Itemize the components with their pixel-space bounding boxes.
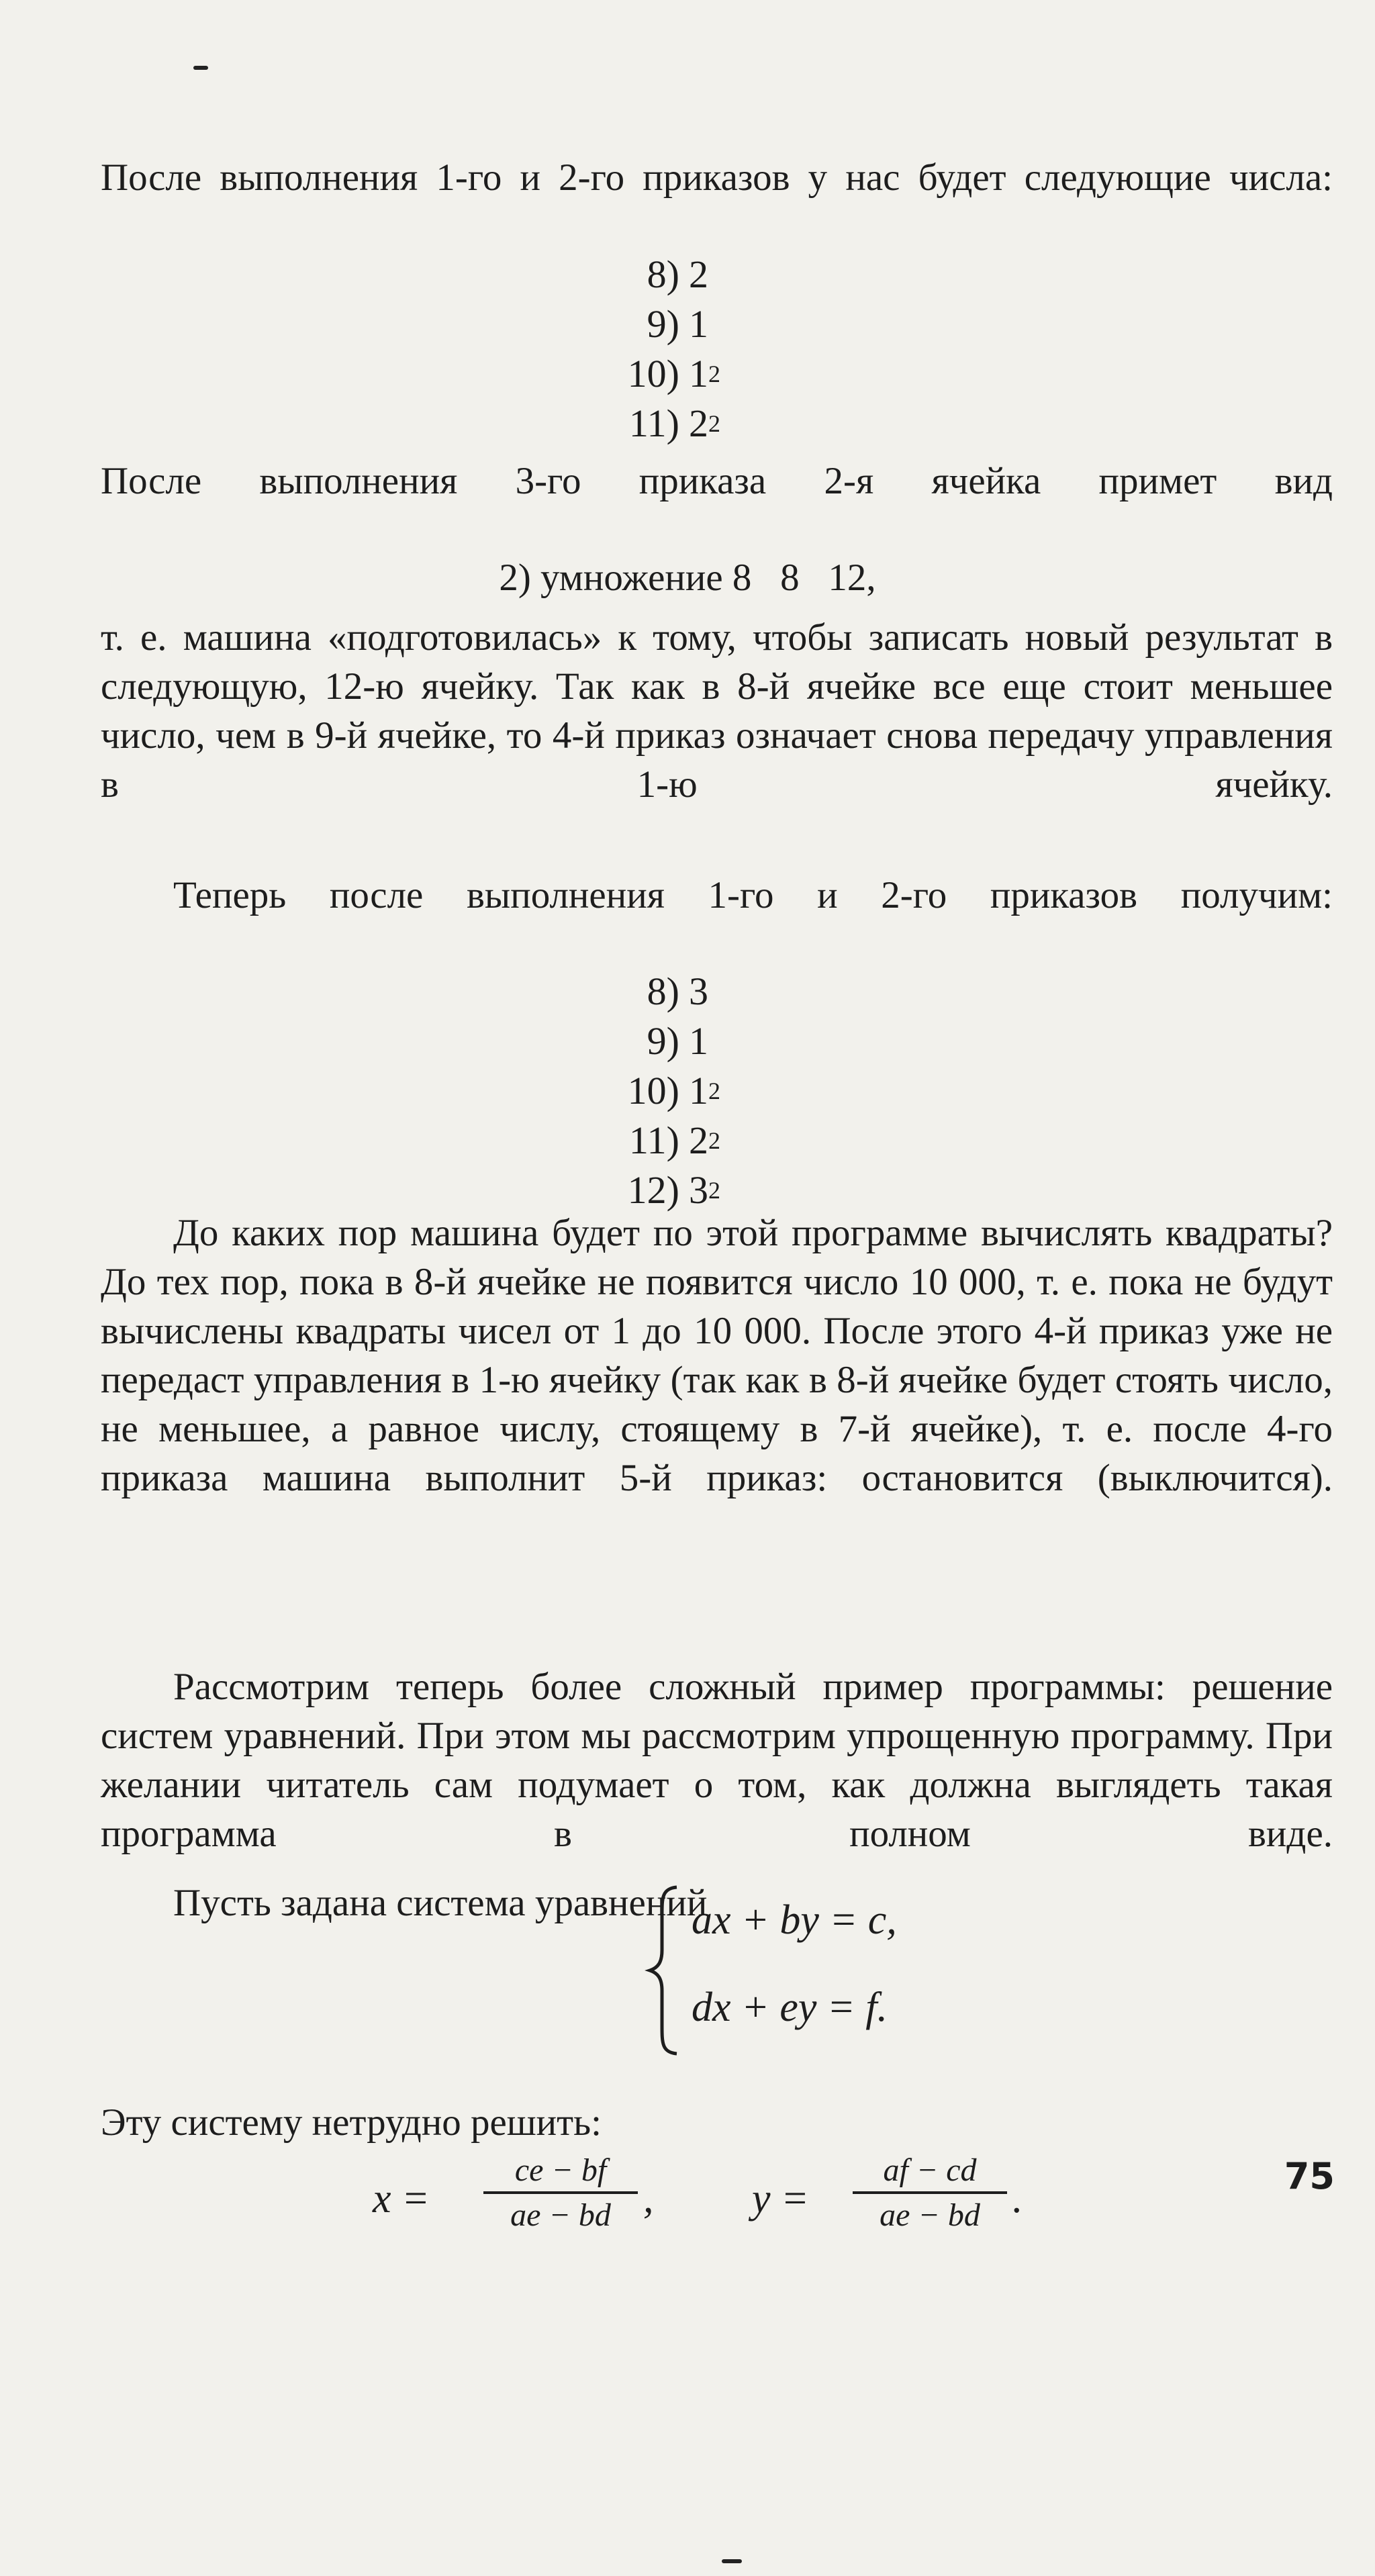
x-denominator: ae − bd [510, 2197, 611, 2233]
y-separator: . [1012, 2176, 1023, 2222]
cell-value: 1 [689, 1019, 708, 1063]
equation-2: dx + ey = f. [692, 1985, 888, 2030]
paragraph-8: Эту систему нетрудно решить: [101, 2101, 602, 2144]
paragraph-4: Теперь после выполнения 1-го и 2-го приказов получим: [173, 874, 1333, 916]
paragraph-5: До каких пор машина будет по этой программе вычислять квадраты? До тех пор, пока в 8-й ячейке не появится число 10 000, т. е. пока не будут вычислены квадраты чисел от 1 до 10 000. После этого 4-й приказ уже не передаст управления в 1-ю ячейку (так как в 8-й ячейке будет стоять число, не меньшее, а равное числу, стоящему в 7-й ячейке), т. е. после 4-го приказа машина выполнит 5-й приказ: остановится (выключится). [101, 1212, 1333, 1499]
number-list-row [604, 1165, 806, 1215]
cell-exponent: 2 [708, 361, 720, 387]
cell-exponent: 2 [708, 1177, 720, 1204]
y-numerator: af − cd [853, 2152, 1007, 2194]
x-fraction [483, 2152, 638, 2234]
command-line: 2) умножение 8 8 12, [499, 557, 876, 599]
cell-label: 8) [647, 252, 679, 296]
cell-value: 1 [689, 302, 708, 346]
number-list-row [604, 250, 806, 299]
number-list-1 [604, 250, 806, 448]
cell-label: 10) [627, 352, 679, 395]
left-brace [645, 1883, 685, 2058]
cell-value: 1 [689, 1069, 708, 1112]
cell-exponent: 2 [708, 410, 720, 437]
cell-value: 2 [689, 252, 708, 296]
cell-label: 11) [628, 401, 679, 445]
number-list-row [604, 299, 806, 349]
number-list-row [604, 967, 806, 1016]
x-separator: , [643, 2176, 654, 2222]
cell-label: 8) [647, 969, 679, 1013]
cell-exponent: 2 [708, 1127, 720, 1154]
number-list-row [604, 399, 806, 448]
cell-value: 2 [689, 401, 708, 445]
brace-path [650, 1887, 677, 2054]
number-list-2 [604, 967, 806, 1215]
print-speck [193, 66, 208, 70]
paragraph-1: После выполнения 1-го и 2-го приказов у нас будет следующие числа: [101, 156, 1333, 199]
cell-label: 12) [627, 1168, 679, 1212]
paragraph-7: Пусть задана система уравнений [173, 1882, 708, 1924]
paragraph-3: т. е. машина «подготовилась» к тому, чтобы записать новый результат в следующую, 12-ю ячейку. Так как в 8-й ячейке все еще стоит меньшее число, чем в 9-й ячейке, то 4-й приказ означает снова передачу управления в 1-ю ячейку. [101, 616, 1333, 806]
cell-value: 3 [689, 1168, 708, 1212]
cell-exponent: 2 [708, 1078, 720, 1104]
print-speck [722, 2559, 742, 2563]
number-list-row [604, 349, 806, 399]
paragraph-6: Рассмотрим теперь более сложный пример программы: решение систем уравнений. При этом мы рассмотрим упрощенную программу. При желании читатель сам подумает о том, как должна выглядеть такая программа в полном виде. [101, 1666, 1333, 1855]
paragraph-2: После выполнения 3-го приказа 2-я ячейка примет вид [101, 460, 1333, 502]
number-list-row [604, 1116, 806, 1165]
number-list-row [604, 1016, 806, 1066]
number-list-row [604, 1066, 806, 1116]
cell-label: 11) [628, 1118, 679, 1162]
cell-label: 9) [647, 302, 679, 346]
cell-label: 10) [627, 1069, 679, 1112]
page-number: 75 [1284, 2155, 1335, 2197]
cell-value: 1 [689, 352, 708, 395]
cell-value: 3 [689, 969, 708, 1013]
x-numerator: ce − bf [483, 2152, 638, 2194]
equation-1: ax + by = c, [692, 1897, 897, 1943]
x-lhs: x = [373, 2176, 430, 2222]
cell-label: 9) [647, 1019, 679, 1063]
y-denominator: ae − bd [880, 2197, 980, 2233]
y-fraction [853, 2152, 1007, 2234]
y-lhs: y = [752, 2176, 809, 2222]
cell-value: 2 [689, 1118, 708, 1162]
